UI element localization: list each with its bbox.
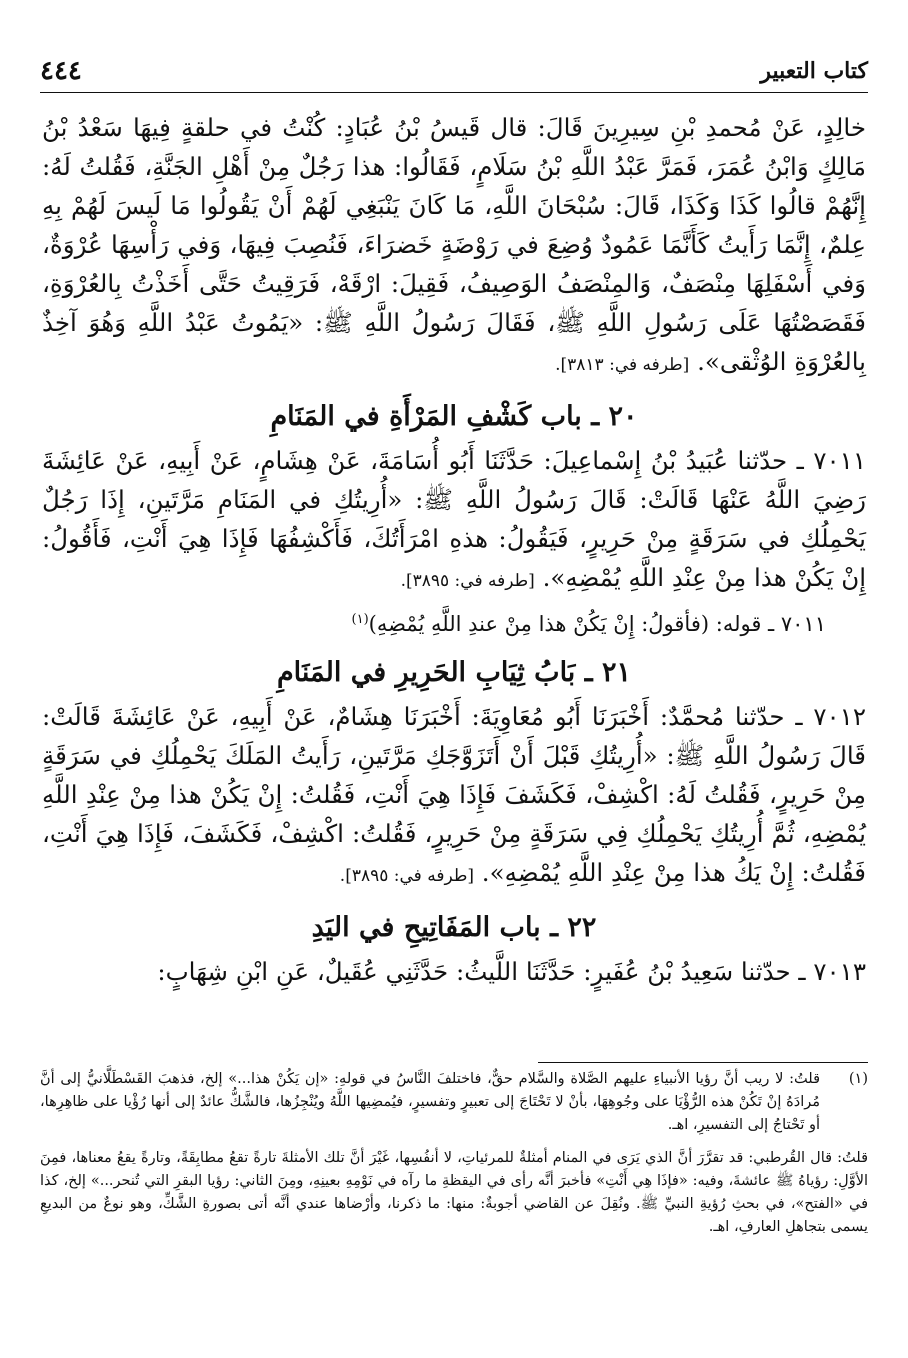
main-text [42, 108, 866, 991]
hadith-7012-text: ٧٠١٢ ـ حدّثنا مُحمَّدٌ: أَخْبَرَنَا أَبُو مُعَاوِيَةَ: أَخْبَرَنَا هِشَامٌ، عَنْ أَبِيهِ، عَنْ عَائِشَةَ قَالَتْ: قَالَ رَسُولُ اللَّهِ ﷺ: «أُرِيتُكِ قَبْلَ أَنْ أَتَزَوَّجَكِ مَرَّتَينِ، رَأَيتُ المَلَكَ يَحْمِلُكِ في سَرَقَةٍ مِنْ حَرِيرٍ، فَقُلتُ لَهُ: اكْشِفْ، فَكَشَفَ فَإِذَا هِيَ أَنْتِ، فَقُلتُ: إِنْ يَكُنْ هذا مِنْ عِنْدِ اللَّهِ يُمْضِهِ، ثُمَّ أُرِيتُكِ يَحْمِلُكِ فِي سَرَقَةٍ مِنْ حَرِيرٍ، فَقُلتُ: اكْشِفْ، فَكَشَفَ، فَإِذَا هِيَ أَنْتِ، فَقُلتُ: إِنْ يَكُ هذا مِنْ عِنْدِ اللَّهِ يُمْضِهِ». [42, 702, 866, 887]
page-number: ٤٤٤ [40, 56, 82, 86]
footnote-1-continuation: قلتُ: قال القُرطبي: قد تقرَّرَ أنَّ الذي يَرَى في المنام أمثلةٌ للمرئياتِ، لا أنفُسِها، غَيْرَ أنَّ تلك الأمثلةَ تارةً تقعُ مطابِقَةً، وتارةً يقعُ معناها، فمِنَ الأوَّلِ: رؤياهُ ﷺ عائشةَ، وفيه: «فإذَا هِي أَنْتِ» فأخبرَ أنَّه رأى في اليقظةِ ما رآه في نَوْمِهِ بعينِهِ، ومِنَ الثاني: رؤيا البقرِ التي تُنحر...» إلخ، كذا في «الفتح»، في بحثِ رُؤيةِ النبيِّ ﷺ. ونُقِلَ عن القاضي أجوبةٌ: منها: ما ذكرنا، وأرْضاها عندي أنَّه أتى بصورةِ الشَّكِّ، وهو نوعٌ من البديعِ يسمى بتجاهلِ العارفِ، اهـ. [40, 1150, 868, 1235]
chapter-22-title: ٢٢ ـ باب المَفَاتِيحِ في اليَدِ [311, 912, 597, 943]
hadith-7011-text: ٧٠١١ ـ حدّثنا عُبَيدُ بْنُ إِسْماعِيلَ: حَدَّثَنَا أَبُو أُسَامَةَ، عَنْ هِشَامٍ، عَنْ أَبِيهِ، عَنْ عَائِشَةَ رَضِيَ اللَّهُ عَنْهَا قَالَتْ: قَالَ رَسُولُ اللَّهِ ﷺ: «أُرِيتُكِ في المَنَامِ مَرَّتَينِ، إِذَا رَجُلٌ يَحْمِلُكِ في سَرَقَةٍ مِنْ حَرِيرٍ، فَيَقُولُ: هذهِ امْرَأَتُكَ، فَأَكْشِفُهَا فَإِذَا هِيَ أَنْتِ، فَأَقُولُ: إِنْ يَكُنْ هذا مِنْ عِنْدِ اللَّهِ يُمْضِهِ». [42, 446, 866, 592]
book-title: كتاب التعبير [760, 58, 868, 84]
footnote-divider [538, 1062, 868, 1063]
note-7011-text: ٧٠١١ ـ قوله: (فأقولُ: إِنْ يَكُنْ هذا مِنْ عندِ اللَّهِ يُمْضِهِ) [368, 612, 826, 636]
hadith-7013 [42, 952, 866, 991]
footnote-1 [40, 1068, 868, 1137]
chapter-20-title: ٢٠ ـ باب كَشْفِ المَرْأَةِ في المَنَامِ [270, 401, 638, 432]
hadith-7011-reference: [طرفه في: ٣٨٩٥]. [400, 571, 535, 591]
footnotes [40, 1068, 868, 1239]
footnote-1-number: (١) [848, 1071, 868, 1087]
note-7011 [42, 603, 866, 641]
header-divider [40, 92, 868, 93]
chapter-21-title: ٢١ ـ بَابُ ثِيَابِ الحَرِيرِ في المَنَامِ [276, 657, 632, 688]
hadith-7012 [42, 697, 866, 896]
footnote-1-text: قلتُ: لا ريب أنَّ رؤيا الأنبياءِ عليهم الصَّلاة والسَّلام حقٌّ، فاختلفَ النَّاسُ في قولهِ: «إن يَكُنْ هذا...» إلخ، فذهبَ القَسْطَلَّانيُّ إلى أنَّ مُرادَهُ إنْ تَكُنْ هذه الرُّؤْيَا على وجُوهِهَا، بأنْ لا تَحْتَاجَ إلى تعبيرٍ وتفسيرٍ، فيُمضِيها اللَّهُ ويُنْجِزُها، فالشَّكُّ عائدٌ إلى أنها رُؤْيا على ظاهِرِها، أو تَحْتاجُ إلى التفسيرِ، اهـ. [40, 1071, 820, 1133]
paragraph-intro [42, 108, 866, 385]
hadith-7013-text: ٧٠١٣ ـ حدّثنا سَعِيدُ بْنُ عُفَيرٍ: حَدَّثَنَا اللَّيثُ: حَدَّثَنِي عُقَيلٌ، عَنِ ابْنِ شِهَابٍ: [157, 957, 866, 986]
footnote-marker: (١) [351, 612, 369, 627]
intro-text: خالِدٍ، عَنْ مُحمدِ بْنِ سِيرِينَ قَالَ: قال قَيسُ بْنُ عُبَادٍ: كُنْتُ في حلقةٍ فِيهَا سَعْدُ بْنُ مَالِكٍ وَابْنُ عُمَرَ، فَمَرَّ عَبْدُ اللَّهِ بْنُ سَلَامٍ، فَقَالُوا: هذا رَجُلٌ مِنْ أَهْلِ الجَنَّةِ، فَقُلتُ لَهُ: إِنَّهُمْ قالُوا كَذَا وَكَذَا، قَالَ: سُبْحَانَ اللَّهِ، مَا كَانَ يَنْبَغِي لَهُمْ أَنْ يَقُولُوا مَا لَيسَ لَهُمْ بِهِ عِلمٌ، إِنَّمَا رَأَيتُ كَأَنَّمَا عَمُودٌ وُضِعَ في رَوْضَةٍ خَضرَاءَ، فَنُصِبَ فِيهَا، وَفي رَأْسِهَا عُرْوَةٌ، وَفي أَسْفَلِهَا مِنْصَفٌ، وَالمِنْصَفُ الوَصِيفُ، فَقِيلَ: ارْقَهْ، فَرَقِيتُ حَتَّى أَخَذْتُ بِالعُرْوَةِ، فَقَصَصْتُهَا عَلَى رَسُولِ اللَّهِ ﷺ، فَقَالَ رَسُولُ اللَّهِ ﷺ: «يَمُوتُ عَبْدُ اللَّهِ وَهُوَ آخِذٌ بِالعُرْوَةِ الوُثْقى». [42, 113, 866, 376]
intro-reference: [طرفه في: ٣٨١٣]. [555, 355, 690, 375]
hadith-7011 [42, 441, 866, 601]
hadith-7012-reference: [طرفه في: ٣٨٩٥]. [339, 866, 474, 886]
page-header [40, 54, 868, 88]
